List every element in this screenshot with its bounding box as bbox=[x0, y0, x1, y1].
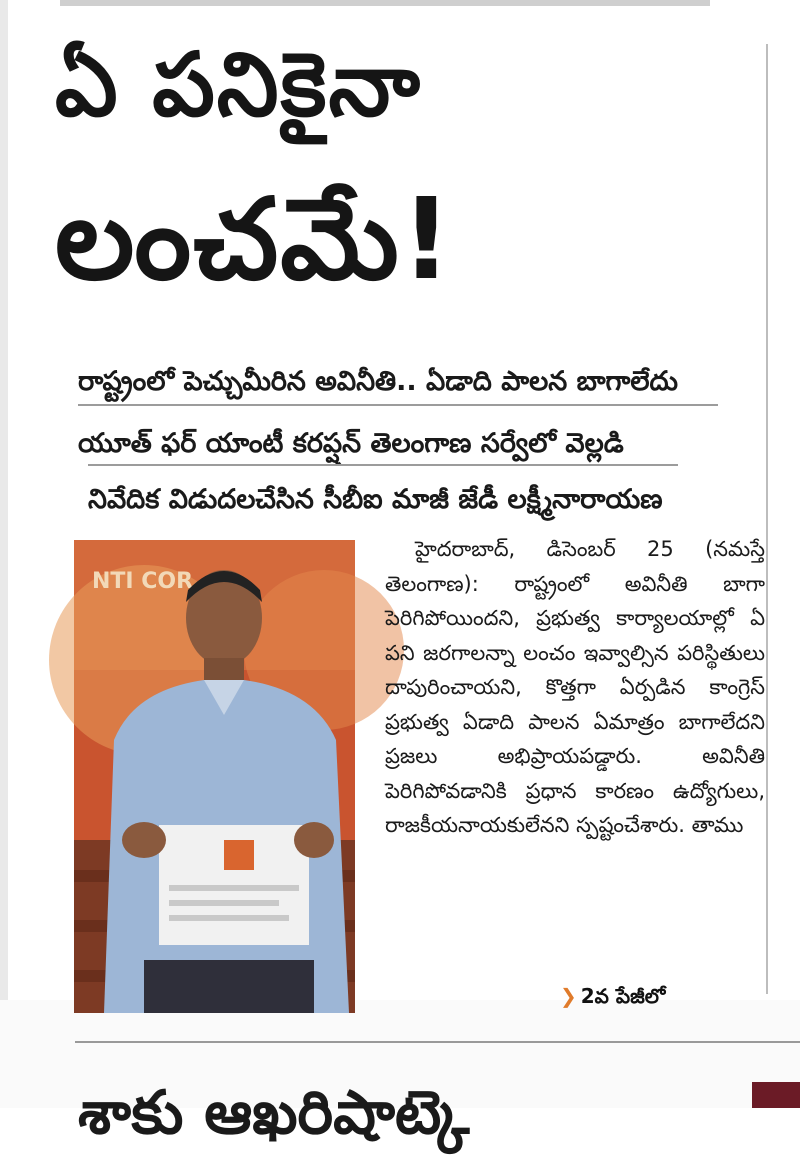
chevron-right-icon: ❯ bbox=[560, 984, 577, 1008]
article-photo bbox=[74, 540, 355, 1013]
column-rule bbox=[766, 44, 768, 994]
next-article-headline: శాకు ఆఖరిషాట్కె bbox=[78, 1078, 470, 1148]
article-paragraph: హైదరాబాద్, డిసెంబర్ 25 (నమస్తే తెలంగాణ): రాష్ట్రంలో అవినీతి బాగా పెరిగిపోయిందని, ప్రభుత్వ కార్యాలయాల్లో ఏ పని జరగాలన్నా లంచం ఇవ్వాల్సిన పరిస్థితులు దాపురించాయని, కొత్తగా ఏర్పడిన కాంగ్రెస్ ప్రభుత్వ ఏడాది పాలన ఏమాత్రం బాగాలేదని ప్రజలు అభిప్రాయపడ్డారు. అవినీతి పెరిగిపోవడానికి ప్రధాన కారణం ఉద్యోగులు, రాజకీయనాయకులేనని స్పష్టంచేశారు. తాము bbox=[385, 537, 765, 837]
continued-on-page-2[interactable] bbox=[560, 984, 665, 1013]
next-article-image-edge bbox=[752, 1082, 800, 1108]
subheading-1: రాష్ట్రంలో పెచ్చుమీరిన అవినీతి.. ఏడాది పాలన బాగాలేదు bbox=[78, 366, 678, 397]
page-edge-left bbox=[0, 0, 8, 1108]
top-cut-bar bbox=[60, 0, 710, 6]
subheading-3: నివేదిక విడుదలచేసిన సీబీఐ మాజీ జేడీ లక్ష్మీనారాయణ bbox=[88, 484, 663, 515]
section-divider bbox=[75, 1041, 800, 1043]
headline-line-1: ఏ పనికైనా bbox=[55, 33, 422, 136]
banner-text: NTI COR bbox=[92, 569, 194, 594]
continued-label: 2వ పేజీలో bbox=[580, 984, 666, 1008]
article-body bbox=[385, 532, 765, 843]
deck-divider-2 bbox=[88, 464, 678, 466]
deck-divider-1 bbox=[78, 404, 718, 406]
headline-line-2: లంచమే! bbox=[55, 175, 454, 305]
subheading-2: యూత్ ఫర్ యాంటీ కరప్షన్ తెలంగాణ సర్వేలో వెల్లడి bbox=[78, 428, 624, 459]
